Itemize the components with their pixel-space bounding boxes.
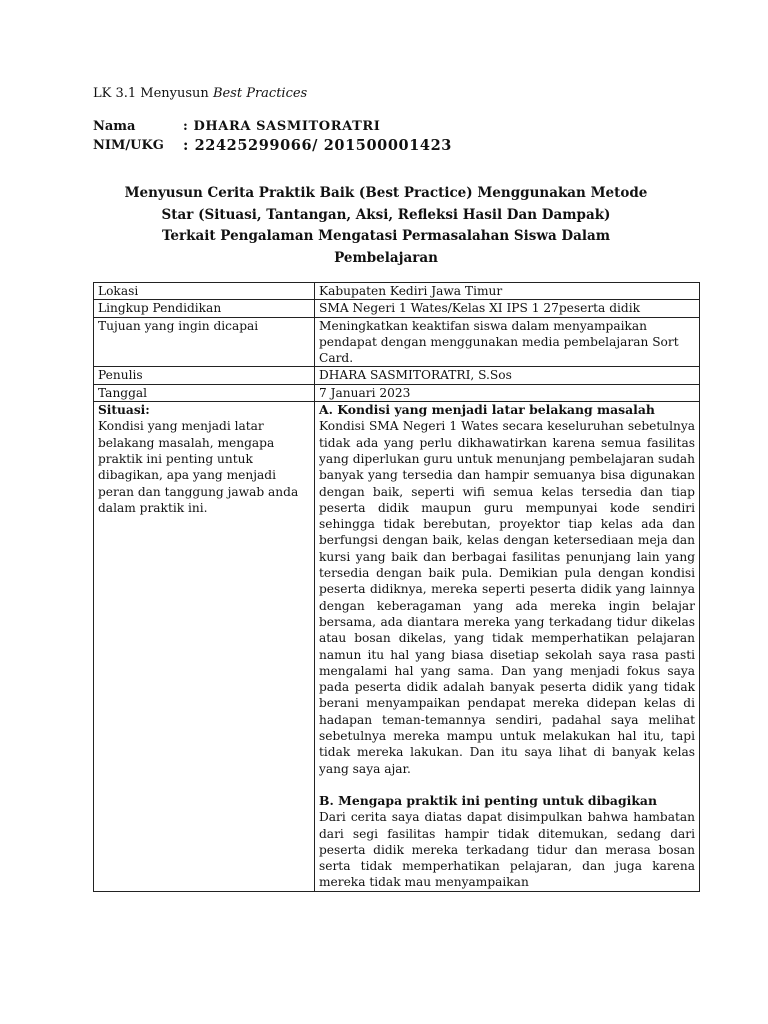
row-key: Tujuan yang ingin dicapai: [94, 317, 315, 367]
section-a-title: A. Kondisi yang menjadi latar belakang masalah: [319, 402, 655, 418]
row-value: DHARA SASMITORATRI, S.Sos: [315, 367, 700, 384]
nama-row: [93, 117, 452, 136]
heading-line: Pembelajaran: [334, 249, 438, 266]
row-value: Meningkatkan keaktifan siswa dalam menyampaikan pendapat dengan menggunakan media pembelajaran Sort Card.: [315, 317, 700, 367]
heading-line: Terkait Pengalaman Mengatasi Permasalahan Siswa Dalam: [161, 228, 611, 244]
section-a-text: Kondisi SMA Negeri 1 Wates secara keseluruhan sebetulnya tidak ada yang perlu dikhawatirkan karena semua fasilitas yang diperlukan guru untuk menunjang pembelajaran sudah banyak yang tersedia dan hampir semuanya bisa digunakan dengan baik, seperti wifi semua kelas tersedia dan tiap peserta didik maupun guru mempunyai kode sendiri sehingga tidak berebutan, proyektor tiap kelas ada dan berfungsi dengan baik, kelas dengan ketersediaan meja dan kursi yang baik dan berbagai fasilitas penunjang lain yang tersedia dengan baik pula. Demikian pula dengan kondisi peserta didiknya, mereka seperti peserta didik yang lainnya dengan keberagaman yang ada mereka ingin belajar bersama, ada diantara mereka yang terkadang tidur dikelas atau bosan dikelas, yang tidak memperhatikan pelajaran namun itu hal yang biasa disetiap sekolah saya rasa pasti mengalami hal yang sama. Dan yang menjadi fokus saya pada peserta didik adalah banyak peserta didik yang tidak berani menyampaikan pendapat mereka didepan kelas di hadapan teman-temannya sendiri, padahal saya melihat sebetulnya mereka mampu untuk melakukan hal itu, tapi tidak mereka lakukan. Dan itu saya lihat di banyak kelas yang saya ajar.: [319, 419, 695, 776]
row-value: 7 Januari 2023: [315, 384, 700, 401]
worksheet-title: [93, 86, 307, 101]
worksheet-title-prefix: LK 3.1 Menyusun: [93, 86, 209, 101]
row-key: Lokasi: [94, 283, 315, 300]
table-row: [94, 283, 700, 300]
heading-line: Star (Situasi, Tantangan, Aksi, Refleksi Hasil Dan Dampak): [161, 206, 611, 223]
identity-block: [93, 117, 452, 155]
row-key: Tanggal: [94, 384, 315, 401]
table-row: [94, 384, 700, 401]
situasi-description: Kondisi yang menjadi latar belakang masalah, mengapa praktik ini penting untuk dibagikan, apa yang menjadi peran dan tanggung jawab anda dalam praktik ini.: [98, 419, 299, 515]
row-key: Lingkup Pendidikan: [94, 300, 315, 317]
row-key: Penulis: [94, 367, 315, 384]
row-value: Kabupaten Kediri Jawa Timur: [315, 283, 700, 300]
situasi-title: Situasi:: [98, 403, 150, 418]
table-row: [94, 317, 700, 367]
nama-value: : DHARA SASMITORATRI: [183, 119, 381, 134]
section-b-text: Dari cerita saya diatas dapat disimpulkan bahwa hambatan dari segi fasilitas hampir tidak ditemukan, sedang dari peserta didik mereka terkadang tidur dan merasa bosan serta tidak memperhatikan pelajaran, dan juga karena mereka tidak mau menyampaikan: [319, 810, 695, 890]
situasi-key-cell: [94, 402, 315, 892]
situasi-content-cell: [315, 402, 700, 892]
table-row: [94, 367, 700, 384]
section-spacer: [319, 777, 695, 793]
nim-value: : 22425299066/ 201500001423: [183, 137, 452, 154]
table-row: [94, 300, 700, 317]
nim-row: [93, 136, 452, 155]
heading-line: Menyusun Cerita Praktik Baik (Best Practice) Menggunakan Metode: [124, 185, 648, 201]
nama-label: Nama: [93, 119, 136, 134]
situasi-row: [94, 402, 700, 892]
nim-label: NIM/UKG: [93, 138, 164, 153]
row-value: SMA Negeri 1 Wates/Kelas XI IPS 1 27peserta didik: [315, 300, 700, 317]
worksheet-title-italic: Best Practices: [212, 86, 308, 101]
document-heading: [93, 183, 679, 269]
best-practice-table: [93, 282, 700, 892]
section-b-title: B. Mengapa praktik ini penting untuk dibagikan: [319, 792, 657, 808]
